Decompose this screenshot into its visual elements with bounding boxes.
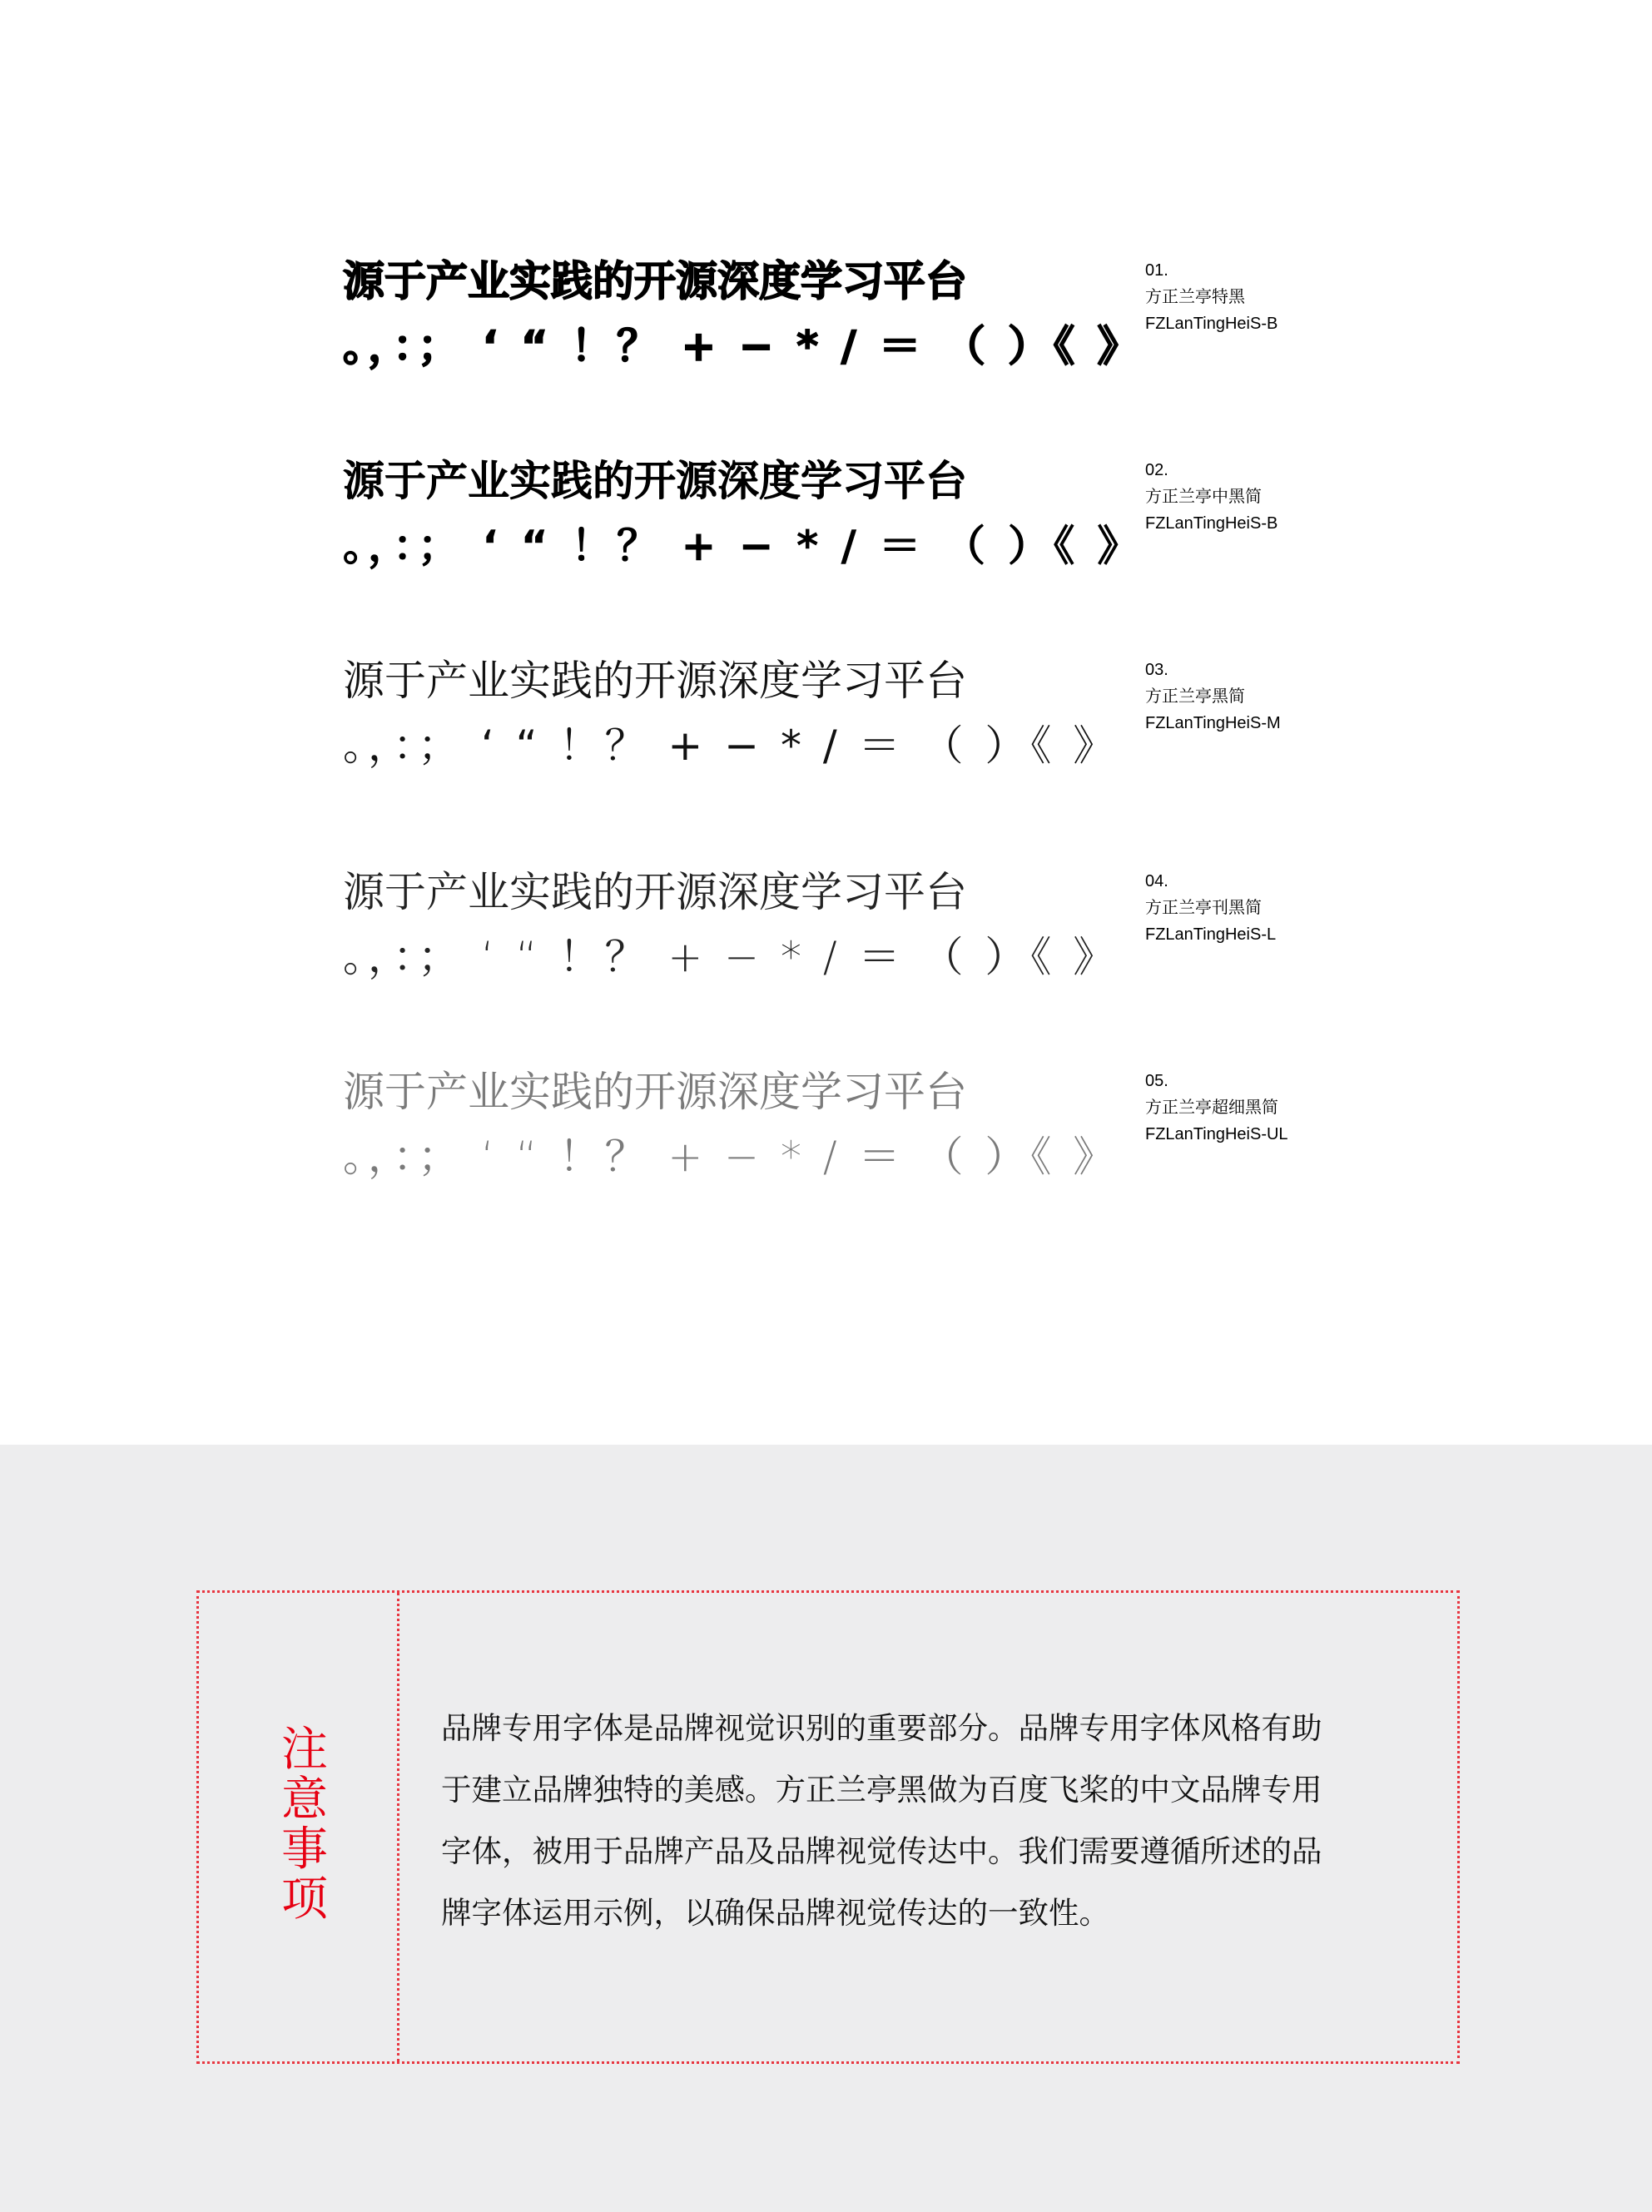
sample-text-line: 源于产业实践的开源深度学习平台 bbox=[343, 457, 967, 505]
notes-body-line: 牌字体运用示例，以确保品牌视觉传达的一致性。 bbox=[441, 1896, 1109, 1930]
notes-title-char: 注 bbox=[281, 1723, 328, 1775]
font-label-01 bbox=[1145, 257, 1411, 337]
font-name-en: FZLanTingHeiS-M bbox=[1145, 714, 1281, 732]
sample-punctuation-line: 。，：； ‘ “ ！？ + − * / ＝ （ ）《 》 bbox=[343, 933, 1119, 981]
notes-title-char: 项 bbox=[281, 1872, 328, 1925]
notes-body-line: 于建立品牌独特的美感。方正兰亭黑做为百度飞桨的中文品牌专用 bbox=[441, 1773, 1322, 1807]
font-name-cn: 方正兰亭刊黑简 bbox=[1145, 899, 1262, 917]
font-label-02 bbox=[1145, 457, 1411, 537]
font-name-en: FZLanTingHeiS-L bbox=[1145, 925, 1277, 944]
font-name-en: FZLanTingHeiS-B bbox=[1145, 315, 1278, 333]
sample-text-line: 源于产业实践的开源深度学习平台 bbox=[343, 868, 967, 916]
notes-body bbox=[441, 1698, 1390, 1944]
notes-divider bbox=[397, 1593, 399, 2061]
sample-punctuation-line: 。，：； ‘ “ ！？ + − * / ＝ （ ）《 》 bbox=[343, 522, 1144, 570]
sample-punctuation-line: 。，：； ‘ “ ！？ + − * / ＝ （ ）《 》 bbox=[343, 722, 1119, 770]
font-label-03 bbox=[1145, 657, 1411, 737]
font-label-05 bbox=[1145, 1068, 1411, 1148]
notes-title-char: 事 bbox=[281, 1823, 328, 1875]
font-label-04 bbox=[1145, 868, 1411, 948]
font-index: 02. bbox=[1145, 461, 1168, 479]
sample-text-line: 源于产业实践的开源深度学习平台 bbox=[343, 257, 967, 305]
notes-title-char: 意 bbox=[281, 1773, 328, 1825]
notes-body-line: 字体，被用于品牌产品及品牌视觉传达中。我们需要遵循所述的品 bbox=[441, 1834, 1322, 1868]
sample-text-line: 源于产业实践的开源深度学习平台 bbox=[343, 657, 967, 705]
font-name-cn: 方正兰亭黑简 bbox=[1145, 687, 1245, 706]
font-name-en: FZLanTingHeiS-UL bbox=[1145, 1125, 1288, 1143]
font-index: 04. bbox=[1145, 872, 1168, 890]
font-name-cn: 方正兰亭特黑 bbox=[1145, 288, 1245, 306]
font-sample-04 bbox=[343, 863, 1119, 986]
notes-body-line: 品牌专用字体是品牌视觉识别的重要部分。品牌专用字体风格有助 bbox=[441, 1711, 1322, 1745]
font-sample-03 bbox=[343, 652, 1119, 775]
sample-punctuation-line: 。，：； ‘ “ ！？ + − * / ＝ （ ）《 》 bbox=[343, 1133, 1119, 1181]
font-index: 03. bbox=[1145, 661, 1168, 679]
font-name-en: FZLanTingHeiS-B bbox=[1145, 514, 1278, 533]
font-sample-05 bbox=[343, 1063, 1119, 1186]
font-name-cn: 方正兰亭超细黑简 bbox=[1145, 1099, 1278, 1117]
font-index: 05. bbox=[1145, 1072, 1168, 1090]
sample-text-line: 源于产业实践的开源深度学习平台 bbox=[343, 1068, 967, 1116]
font-sample-02 bbox=[343, 452, 1144, 575]
font-index: 01. bbox=[1145, 261, 1168, 280]
font-sample-01 bbox=[343, 252, 1144, 375]
notes-title bbox=[271, 1724, 338, 1924]
font-name-cn: 方正兰亭中黑简 bbox=[1145, 488, 1262, 506]
sample-punctuation-line: 。，：； ‘ “ ！？ + − * / ＝ （ ）《 》 bbox=[343, 322, 1144, 370]
